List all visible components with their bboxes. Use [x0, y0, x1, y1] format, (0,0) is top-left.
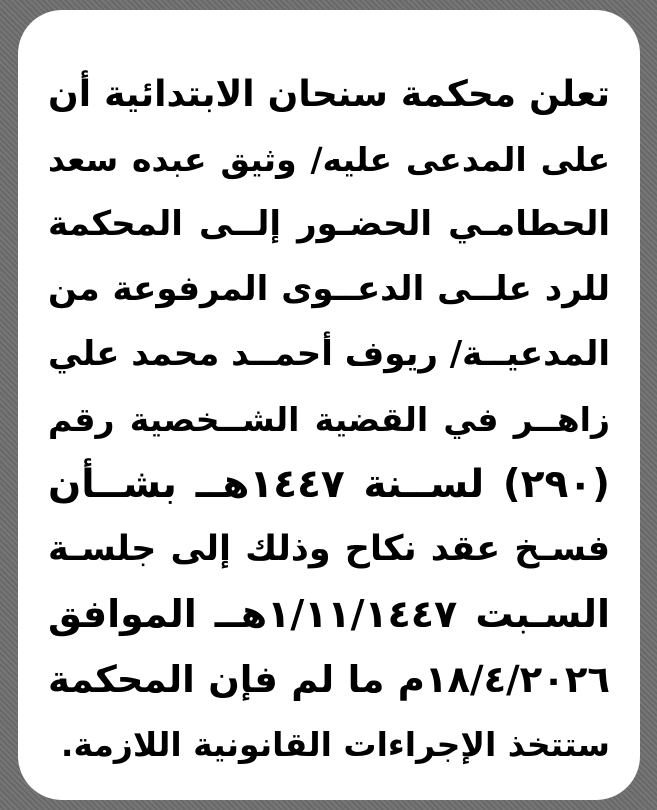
notice-line-5: المدعيــة/ ريوف أحمــد محمد علي: [47, 334, 610, 374]
notice-line-1: تعلن محكمة سنحان الابتدائية أن: [48, 74, 610, 115]
notice-line-8: فسـخ عقد نكاح وذلك إلى جلسـة: [48, 529, 610, 569]
notice-line-3: الحطامـي الحضـور إلــى المحكمة: [48, 204, 610, 244]
notice-line-9: السـبت ١/١١/١٤٤٧هــ الموافق: [48, 592, 611, 636]
notice-line-11: ستتخذ الإجراءات القانونية اللازمة.: [60, 725, 610, 764]
notice-line-7: (٢٩٠) لســنة ١٤٤٧هــ بشــأن: [48, 462, 610, 507]
notice-line-10: ١٨/٤/٢٠٢٦م ما لم فإن المحكمة: [48, 658, 610, 701]
notice-line-4: للرد علــى الدعــوى المرفوعة من: [48, 269, 610, 309]
notice-line-2: على المدعى عليه/ وثيق عبده سعد: [48, 140, 610, 179]
court-notice-card: [18, 10, 640, 800]
notice-line-6: زاهــر في القضية الشــخصية رقم: [48, 400, 610, 439]
